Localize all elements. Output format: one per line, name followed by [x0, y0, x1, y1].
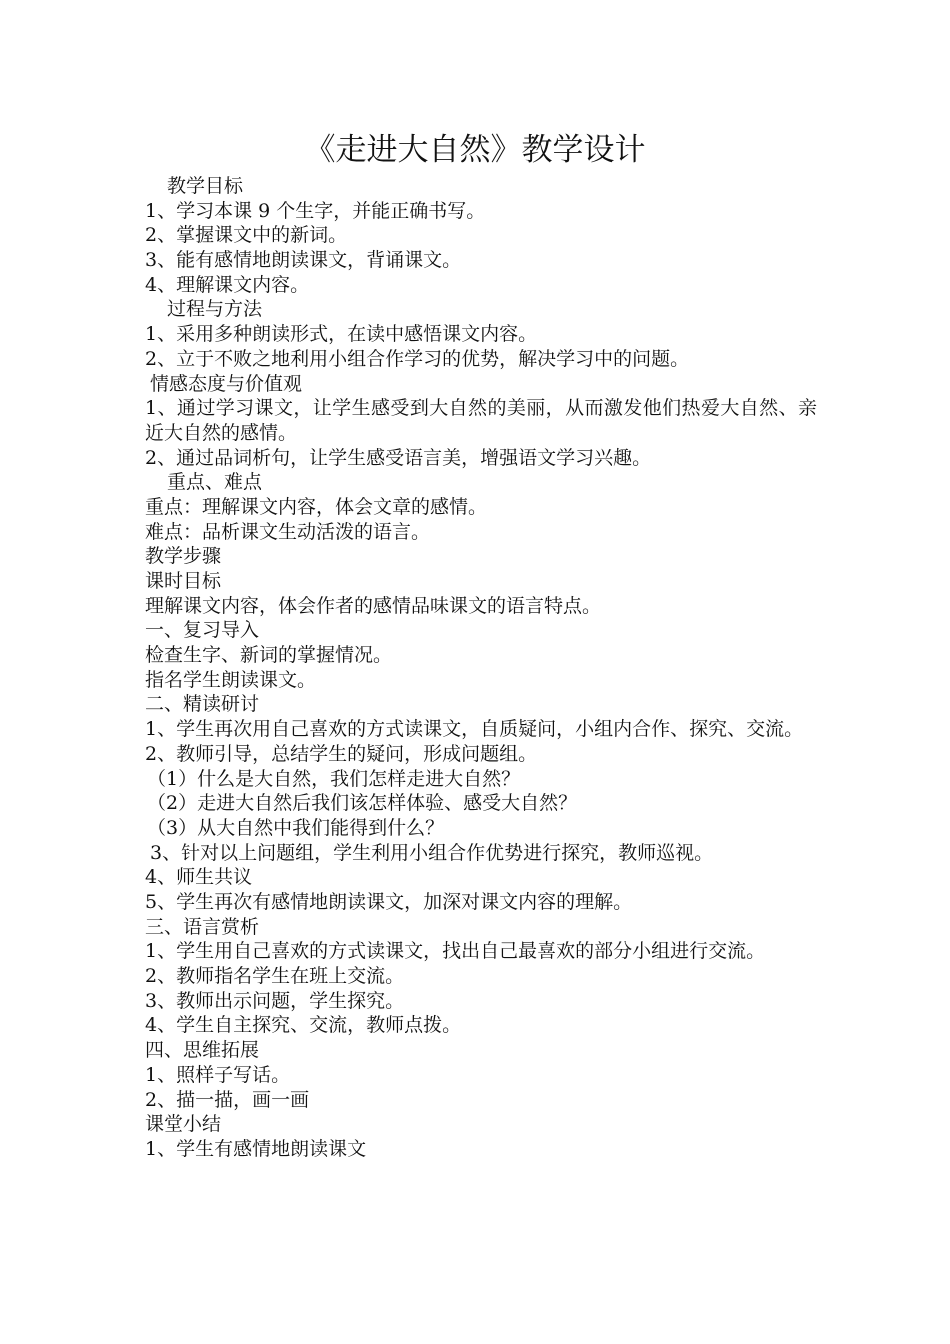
list-item: 3、针对以上问题组，学生利用小组合作优势进行探究，教师巡视。 — [150, 841, 714, 864]
paragraph: 检查生字、新词的掌握情况。 — [145, 644, 393, 667]
list-item: 4、理解课文内容。 — [145, 273, 310, 296]
list-item: 1、学生用自己喜欢的方式读课文，找出自己最喜欢的部分小组进行交流。 — [145, 940, 766, 963]
sub-question: （3）从大自然中我们能得到什么？ — [147, 816, 445, 839]
list-item: 4、师生共议 — [145, 866, 253, 889]
list-item: 1、学生再次用自己喜欢的方式读课文，自质疑问，小组内合作、探究、交流。 — [145, 718, 804, 741]
document-title: 《走进大自然》教学设计 — [304, 132, 646, 168]
list-item: 1、照样子写话。 — [145, 1063, 291, 1086]
list-item: 2、教师指名学生在班上交流。 — [145, 965, 405, 988]
section-heading-review: 一、复习导入 — [145, 619, 260, 642]
section-heading-process: 过程与方法 — [167, 298, 263, 321]
section-heading-objectives: 教学目标 — [167, 175, 244, 197]
paragraph: 理解课文内容，体会作者的感情品味课文的语言特点。 — [145, 594, 602, 617]
list-item: 1、通过学习课文，让学生感受到大自然的美丽，从而激发他们热爱大自然、亲近大自然的感情。 — [145, 397, 817, 444]
document-body — [145, 174, 817, 1162]
list-item: 1、采用多种朗读形式，在读中感悟课文内容。 — [145, 323, 538, 346]
sub-question: （2）走进大自然后我们该怎样体验、感受大自然？ — [147, 792, 578, 815]
section-heading-extension: 四、思维拓展 — [145, 1039, 260, 1062]
list-item: 2、教师引导，总结学生的疑问，形成问题组。 — [145, 742, 538, 765]
paragraph: 难点：品析课文生动活泼的语言。 — [145, 520, 431, 543]
section-heading-attitude: 情感态度与价值观 — [150, 372, 303, 395]
section-heading-key-points: 重点、难点 — [167, 471, 263, 494]
paragraph: 重点：理解课文内容，体会文章的感情。 — [145, 495, 488, 518]
section-heading-summary: 课堂小结 — [145, 1113, 222, 1136]
list-item: 1、学习本课 9 个生字，并能正确书写。 — [145, 199, 486, 222]
list-item: 1、学生有感情地朗读课文 — [145, 1137, 367, 1160]
sub-question: （1）什么是大自然，我们怎样走进大自然？ — [147, 767, 521, 790]
section-heading-steps: 教学步骤 — [145, 545, 222, 568]
list-item: 3、能有感情地朗读课文，背诵课文。 — [145, 249, 462, 272]
list-item: 2、掌握课文中的新词。 — [145, 224, 348, 247]
list-item: 5、学生再次有感情地朗读课文，加深对课文内容的理解。 — [145, 890, 633, 913]
list-item: 3、教师出示问题，学生探究。 — [145, 989, 405, 1012]
list-item: 2、描一描，画一画 — [145, 1088, 310, 1111]
section-heading-lesson-goal: 课时目标 — [145, 570, 222, 593]
list-item: 2、通过品词析句，让学生感受语言美，增强语文学习兴趣。 — [145, 446, 652, 469]
section-heading-language: 三、语言赏析 — [145, 915, 260, 938]
paragraph: 指名学生朗读课文。 — [145, 668, 317, 691]
list-item: 2、立于不败之地利用小组合作学习的优势，解决学习中的问题。 — [145, 347, 690, 370]
list-item: 4、学生自主探究、交流，教师点拨。 — [145, 1014, 462, 1037]
section-heading-close-reading: 二、精读研讨 — [145, 693, 260, 716]
